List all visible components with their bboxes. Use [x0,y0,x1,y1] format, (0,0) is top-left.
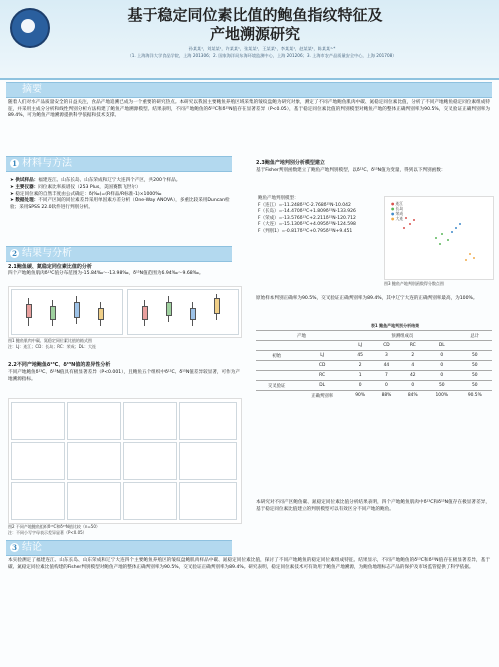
figure-3-caption: 图3 鲍鱼产地判别函数得分散点图 [384,281,444,286]
table-header-row [256,331,492,341]
table-head-cell: 产地 [256,331,347,341]
scatter-point [447,239,449,241]
methods-item: ➤ 稳定同位素的自然丰度由公式确定：δ(‰)=(R样品/R标准-1)×1000‰ [10,191,162,197]
table-head-cell: 总计 [458,331,492,341]
table-col-row: LJ CD RC DL [256,341,492,351]
boxplot-panel-d13c [11,289,123,335]
scatter-point [413,219,415,221]
boxplot-panel [179,402,237,440]
conclusion-text: 本实验测定了福建连江、山东长岛、山东荣成和辽宁大连四个主要鲍鱼养殖区的皱纹盘鲍肌肉样品中碳、氮稳定同位素比值，探讨了不同产地鲍鱼的稳定同位素组成特征。结果显示，不同产地鲍鱼的δ¹³C和δ¹⁵N值存在极显著差异，基于碳、氮稳定同位素比值构建的Fisher判别模型对鲍鱼产地的整体正确判别率为90.5%，交叉验证正确判别率为89.4%。研究表明，稳定同位素技术可有效用于鲍鱼产地溯源，为鲍鱼地理标志产品的保护及市场监管提供了科学依据。 [8,558,490,570]
box-cd [50,306,56,320]
figure-1-note: 注：LJ：连江；CD：长岛；RC：荣成；DL：大连 [8,344,96,349]
boxplot-panel [67,442,121,480]
formula-line: F（荣成）=-13.576δ¹³C+2.211δ¹⁵N-120.712 [258,215,356,221]
box-lj [26,304,32,318]
poster-header [0,0,499,80]
table-row: 正确判别率 90% 88% 84% 100% 90.5% [256,391,492,401]
scatter-point [459,223,461,225]
title-line-1: 基于稳定同位素比值的鲍鱼指纹特征及 [127,6,383,24]
box-dl [214,298,220,314]
table-row: 初始 LJ 45 3 2 0 50 [256,351,492,361]
table-1 [256,330,492,400]
table-row: 交叉验证 DL 0 0 0 50 50 [256,381,492,391]
scatter-legend: ● 连江 ● 长岛 ● 荣成 ● 大连 [391,201,404,221]
box-dl [98,308,104,320]
section-results-title [6,246,232,262]
box-rc [74,302,80,318]
authors: 孙某某¹，刘某某¹，许某某¹，张某某¹，王某某¹，李某某¹，赵某某²，陈某某¹·* [188,46,336,51]
box-lj [142,306,148,320]
figure-2-note: 注：不同小写字母表示差异显著（P<0.05） [8,530,87,535]
scatter-point [439,243,441,245]
results-sub1-text: 四个产地鲍鱼肌肉δ¹³C值分布范围为-15.84‰～-13.98‰，δ¹⁵N值范围为6.94‰～9.68‰。 [8,271,204,276]
methods-item: ➤ 供试样品：福建连江、山东长岛、山东荣成和辽宁大连四个产区，共200个样品。 [10,178,181,183]
formula-line: F（长岛）=-14.470δ¹³C+1.809δ¹⁵N-133.926 [258,209,356,215]
boxplot-panel [11,482,65,520]
results-sub2-text: 不同产地鲍鱼δ¹³C、δ¹⁵N值具有极显著差异（P<0.001），且鲍鱼五个组织中δ¹³C、δ¹⁵N值差异较显著，可作为产地溯源指标。 [8,370,240,382]
results-sub2-heading: 2.2不同产地鲍鱼δ¹³C、δ¹⁵N值的差异性分析 [8,362,111,368]
scatter-point [469,253,471,255]
figure-3-scatter [384,196,494,280]
section-results-label: 结果与分析 [22,248,72,259]
scatter-point [465,259,467,261]
boxplot-panel [123,442,177,480]
boxplot-panel [123,402,177,440]
section-conclusion-label: 结论 [22,542,42,553]
section-methods-number: 1 [10,159,19,168]
boxplot-panel [67,482,121,520]
formula-line: F（判别1）=-0.817δ¹³C+0.795δ¹⁵N+9.451 [258,228,353,234]
author-block [62,46,462,59]
section-methods-title [6,156,232,172]
formula-title: 鲍鱼产地判别模型： [258,196,299,201]
figure-2-tissue-boxplots [8,398,242,524]
table-head-cell: 预测组成员 [347,331,458,341]
judge-text: 原始样本判别正确率为90.5%，交叉验证正确判别率为89.4%，其中辽宁大连的正确判别率最高，为100%。 [256,296,478,301]
table-row: CD 2 44 4 0 50 [256,361,492,371]
abstract-text: 随着人们对水产品质量安全的日益关注，食品产地追溯已成为一个重要的研究热点。本研究以我国主要鲍鱼养殖区域采集的皱纹盘鲍为研究对象，测定了不同产地鲍鱼肌肉中碳、氮稳定同位素比值，分析了不同产地鲍鱼稳定同位素组成特征，并采用主成分分析和线性判别分析方法构建了鲍鱼产地溯源模型。结果表明，不同产地鲍鱼的δ¹³C和δ¹⁵N值存在显著差异（P<0.05），基于稳定同位素比值的判别模型对鲍鱼产地的整体正确判别率为90.5%，交叉验证正确判别率为89.4%，可为鲍鱼产地溯源提供科学依据和技术支撑。 [8,100,490,119]
methods-item: ➤ 主要仪器：同位素比率质谱仪（253 Plus，美国赛默飞世尔） [10,184,141,190]
scatter-point [451,231,453,233]
figure-1-caption: 图1 鲍鱼肌肉中碳、氮稳定同位素比值的箱式图 [8,338,92,343]
box-cd [166,302,172,316]
boxplot-panel [123,482,177,520]
scatter-point [441,233,443,235]
results-sub3-text: 基于Fisher判别函数建立了鲍鱼产地判别模型，以δ¹³C、δ¹⁵N值为变量，得到以下判别函数： [256,168,446,173]
results-sub1-heading: 2.1鲍鱼碳、氮稳定同位素比值的分析 [8,264,92,270]
poster-title [60,6,450,44]
results-summary: 本研究对不同产区鲍鱼碳、氮稳定同位素比值分析结果表明，四个产地鲍鱼肌肉中δ¹³C和δ¹⁵N值存在极显著差异，基于稳定同位素比值建立的判别模型可以有效区分不同产地的鲍鱼。 [256,500,490,512]
title-line-2: 产地溯源研究 [209,25,300,43]
section-methods-label: 材料与方法 [22,158,72,169]
boxplot-panel-d15n [127,289,239,335]
scatter-point [435,237,437,239]
table-1-caption: 表1 鲍鱼产地判别分析结果 [370,323,420,328]
affiliations: （1. 上海海洋大学食品学院，上海 201306；2. 国家海洋局东海环境监测中心，上海 201206；3. 上海市农产品质量安全中心，上海 201708） [127,52,397,58]
methods-item: ➤ 数据处理：不同产区间的同位素差异采用单因素方差分析（One-Way ANOVA），多重比较采用Duncan检验；采用SPSS 22.0软件进行判别分析。 [10,198,230,211]
scatter-point [405,217,407,219]
section-abstract-label: 摘要 [22,84,42,95]
section-conclusion-number: 3 [10,543,19,552]
results-sub3-heading: 2.3鲍鱼产地判别分析模型建立 [256,160,325,166]
scatter-point [473,257,475,259]
formula-block [258,196,378,236]
figure-2-caption: 图2 不同产地鲍鱼组织δ¹³C和δ¹⁵N值比较（n=50） [8,524,100,529]
section-abstract-title [6,82,492,98]
boxplot-panel [67,402,121,440]
university-logo-icon [10,8,50,48]
formula-line: F（大连）=-15.130δ¹³C+4.095δ¹⁵N-124.598 [258,222,356,228]
boxplot-panel [179,442,237,480]
boxplot-panel [179,482,237,520]
figure-1-boxplots [8,286,242,338]
scatter-point [455,227,457,229]
boxplot-panel [11,442,65,480]
methods-list [10,178,232,212]
section-results-number: 2 [10,249,19,258]
box-rc [190,308,196,320]
boxplot-panel [11,402,65,440]
formula-line: F（连江）=-11.248δ¹³C-2.768δ¹⁵N-10.042 [258,202,351,208]
table-row: RC 1 7 42 0 50 [256,371,492,381]
scatter-point [409,223,411,225]
section-conclusion-title [6,540,232,556]
scatter-point [403,227,405,229]
